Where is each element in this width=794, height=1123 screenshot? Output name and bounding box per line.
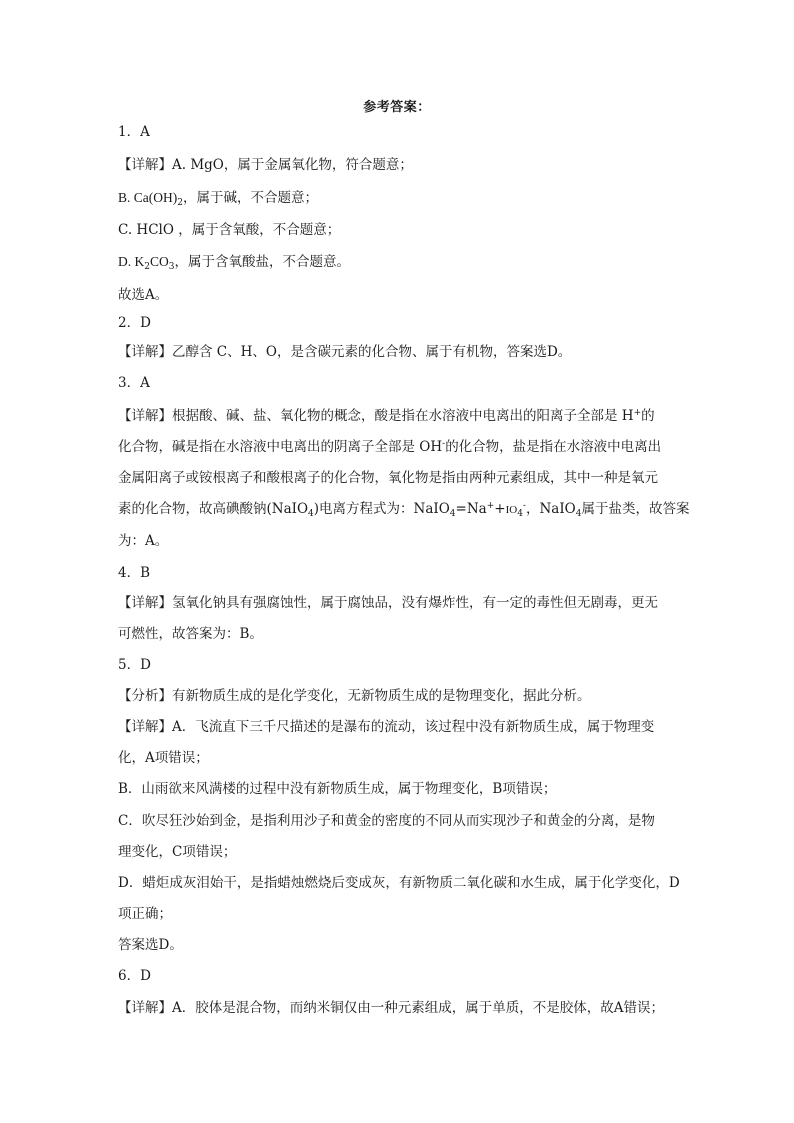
q3-line-1 xyxy=(118,406,698,426)
q3-l1-sup: + xyxy=(633,408,642,418)
q4-line-2: 可燃性，故答案为：B。 xyxy=(118,626,263,642)
q3-l1-end: 的 xyxy=(641,408,655,424)
q3-line-2 xyxy=(118,437,698,457)
q3-l4-c: )电离方程式为：NaIO xyxy=(313,501,450,517)
q3-l4-g: + xyxy=(494,501,506,517)
q5-analysis: 【分析】有新物质生成的是化学变化，无新物质生成的是物理变化，据此分析。 xyxy=(118,688,591,704)
q3-l4-i: 4 xyxy=(517,509,523,519)
q5-line-7: D．蜡炬成灰泪始干，是指蜡烛燃烧后变成灰，有新物质二氧化碳和水生成，属于化学变化，D xyxy=(118,875,680,891)
q1-b-formula: B. Ca(OH) xyxy=(118,190,178,205)
q3-l2-end: 的化合物，盐是指在水溶液中电离出 xyxy=(445,439,662,455)
q1-d-sub2: 3 xyxy=(168,262,175,272)
q6-line-1: 【详解】A．胶体是混合物，而纳米铜仅由一种元素组成，属于单质，不是胶体，故A错误； xyxy=(118,1000,664,1016)
q5-line-9: 答案选D。 xyxy=(118,937,183,953)
q3-l4-m: 属于盐类，故答案 xyxy=(581,501,690,517)
q1-d-sub1: 2 xyxy=(144,262,150,272)
q3-l4-d: 4 xyxy=(449,509,456,519)
q1-option-c: C. HClO ，属于含氧酸，不合题意； xyxy=(118,222,341,238)
page-title: 参考答案： xyxy=(363,100,431,115)
q3-line-3: 金属阳离子或铵根离子和酸根离子的化合物，氧化物是指由两种元素组成，其中一种是氧元 xyxy=(118,470,658,486)
q1-b-text: ，属于碱，不合题意； xyxy=(182,190,318,206)
q3-l4-e: =Na xyxy=(455,501,487,517)
q1-option-b xyxy=(118,188,698,208)
q1-option-d xyxy=(118,252,698,272)
q3-l4-k: ，NaIO xyxy=(525,501,576,517)
q3-l4-f: + xyxy=(486,501,495,511)
q3-l1-text: 【详解】根据酸、碱、盐、氧化物的概念，酸是指在水溶液中电离出的阳离子全部是 H xyxy=(118,408,634,424)
q1-d-text: ，属于含氧酸盐，不合题意。 xyxy=(174,254,350,270)
q1-d-co: CO xyxy=(149,254,169,269)
q1-conclusion: 故选A。 xyxy=(118,287,169,303)
q3-line-4 xyxy=(118,499,698,520)
q3-l4-b: 4 xyxy=(308,509,314,519)
q3-l4-h: IO xyxy=(505,504,518,516)
q2-explanation: 【详解】乙醇含 C、H、O，是含碳元素的化合物、属于有机物，答案选D。 xyxy=(118,344,572,360)
q3-l4-a: 素的化合物，故高碘酸钠(NaIO xyxy=(118,501,309,517)
q5-line-6: 理变化，C项错误； xyxy=(118,844,237,860)
q1-explanation-a: 【详解】A. MgO，属于金属氧化物，符合题意； xyxy=(118,157,413,173)
q5-line-2: 【详解】A．飞流直下三千尺描述的是瀑布的流动，该过程中没有新物质生成，属于物理变 xyxy=(118,719,655,735)
question-2-number: 2．D xyxy=(118,315,151,331)
q3-line-5: 为：A。 xyxy=(118,533,169,549)
q5-line-4: B．山雨欲来风满楼的过程中没有新物质生成，属于物理变化，B项错误； xyxy=(118,781,557,797)
q3-l2-sup: - xyxy=(442,439,446,449)
q3-l4-l: 4 xyxy=(575,509,582,519)
q5-line-8: 项正确； xyxy=(118,906,172,922)
question-3-number: 3．A xyxy=(118,375,150,391)
q1-d-k: D. K xyxy=(118,254,145,269)
question-5-number: 5．D xyxy=(118,657,151,673)
q5-line-3: 化，A项错误； xyxy=(118,750,209,766)
question-6-number: 6．D xyxy=(118,968,151,984)
question-1-number: 1．A xyxy=(118,124,150,140)
q3-l4-j: - xyxy=(522,501,526,511)
q3-l2-text: 化合物，碱是指在水溶液中电离出的阴离子全部是 OH xyxy=(118,439,443,455)
q4-line-1: 【详解】氢氧化钠具有强腐蚀性，属于腐蚀品，没有爆炸性，有一定的毒性但无剧毒，更无 xyxy=(118,595,658,611)
question-4-number: 4．B xyxy=(118,565,151,581)
q1-b-subscript: 2 xyxy=(177,198,183,208)
q5-line-5: C．吹尽狂沙始到金，是指利用沙子和黄金的密度的不同从而实现沙子和黄金的分离，是物 xyxy=(118,813,655,829)
